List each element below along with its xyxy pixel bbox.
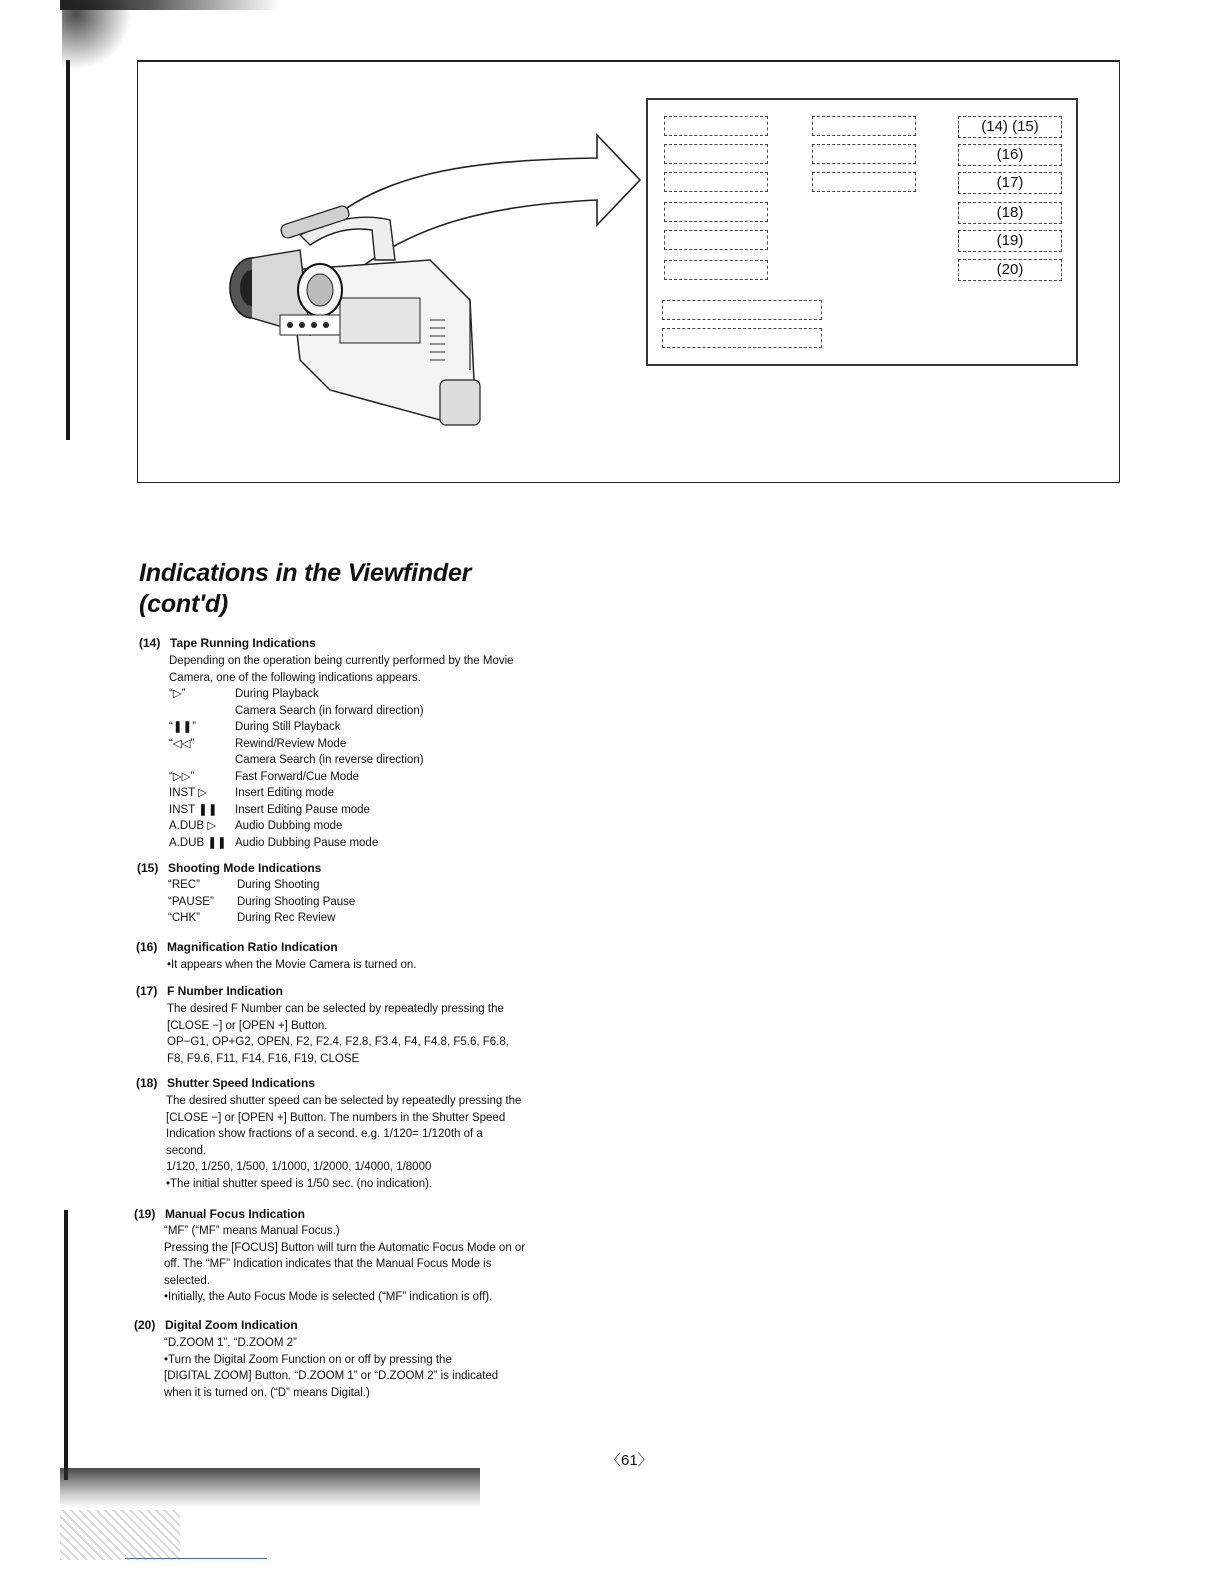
text-line: •Turn the Digital Zoom Function on or off by pressing the <box>164 1353 452 1366</box>
page-number: 〈61〉 <box>606 1452 653 1469</box>
symbol-rewind: “◁◁” <box>169 737 195 750</box>
item-number: (18) <box>136 1076 158 1090</box>
scan-noise <box>60 1510 180 1560</box>
item-18-heading <box>136 1075 315 1091</box>
item-number: (15) <box>137 861 159 875</box>
symbol-audio-dub: A.DUB ▷ <box>169 820 217 832</box>
text-line: •It appears when the Movie Camera is turned on. <box>167 959 417 971</box>
text-line: During Still Playback <box>235 721 341 733</box>
symbol-fast-forward: “▷▷” <box>169 770 195 783</box>
symbol-blank <box>169 752 227 769</box>
text-line: [CLOSE −] or [OPEN +] Button. <box>167 1019 328 1032</box>
text-line: Insert Editing Pause mode <box>235 803 370 816</box>
item-heading-text: Shooting Mode Indications <box>168 861 322 875</box>
text-line: OP−G1, OP+G2, OPEN, F2, F2.4, F2.8, F3.4, F4, F4.8, F5.6, F6.8, <box>167 1036 509 1048</box>
text-line: [CLOSE −] or [OPEN +] Button. The numbers in the Shutter Speed <box>166 1111 506 1124</box>
text-line: Audio Dubbing Pause mode <box>235 836 379 849</box>
viewfinder-display-diagram <box>646 98 1078 366</box>
text-line: selected. <box>164 1274 211 1287</box>
text-line: [DIGITAL ZOOM] Button. “D.ZOOM 1” or “D.ZOOM 2” is indicated <box>164 1370 499 1382</box>
text-line: During Playback <box>235 688 319 700</box>
item-number: (14) <box>139 636 161 650</box>
item-heading-text: Digital Zoom Indication <box>165 1318 298 1332</box>
scan-stray-line <box>125 1558 267 1559</box>
item-heading-text: Shutter Speed Indications <box>167 1076 316 1090</box>
item-14-symbols <box>169 686 227 851</box>
vf-placeholder <box>664 116 768 136</box>
symbol-insert-pause: INST ❚❚ <box>169 803 218 816</box>
vf-placeholder <box>812 172 916 192</box>
item-17-heading <box>136 983 283 999</box>
text-line: Fast Forward/Cue Mode <box>235 770 359 783</box>
symbol-chk: “CHK” <box>168 912 200 924</box>
item-14-descriptions <box>235 686 424 851</box>
title-line-2: (cont'd) <box>139 590 229 618</box>
text-line: second. <box>166 1144 207 1157</box>
text-line: During Shooting <box>237 879 320 891</box>
vf-label-20: (20) <box>996 261 1024 278</box>
pointer-arrow <box>320 135 640 285</box>
vf-label-14-15: (14) (15) <box>981 118 1039 135</box>
text-line: Pressing the [FOCUS] Button will turn the Automatic Focus Mode on or <box>164 1241 526 1254</box>
vf-placeholder <box>664 202 768 222</box>
vf-label-16: (16) <box>996 146 1024 163</box>
vf-placeholder <box>812 116 916 136</box>
symbol-audio-dub-pause: A.DUB ❚❚ <box>169 836 227 849</box>
item-15-descriptions <box>237 877 355 927</box>
item-20-body <box>164 1335 498 1401</box>
vf-placeholder <box>662 300 822 320</box>
symbol-blank <box>169 703 227 720</box>
vf-label-17: (17) <box>996 174 1024 191</box>
item-16-body <box>167 957 417 974</box>
text-line: Camera, one of the following indications appears. <box>169 671 421 684</box>
text-line: Indication show fractions of a second. e.g. 1/120= 1/120th of a <box>166 1128 483 1140</box>
camcorder-illustration <box>140 120 660 440</box>
text-line: •The initial shutter speed is 1/50 sec. (no indication). <box>166 1177 433 1190</box>
text-line: Depending on the operation being currently performed by the Movie <box>169 655 514 667</box>
item-number: (17) <box>136 984 158 998</box>
vf-placeholder <box>812 144 916 164</box>
symbol-playback: “▷” <box>169 688 186 700</box>
item-15-heading <box>137 860 321 876</box>
title-line-1: Indications in the Viewfinder <box>139 559 472 587</box>
text-line: “MF” (“MF” means Manual Focus.) <box>164 1225 340 1237</box>
text-line: The desired shutter speed can be selected by repeatedly pressing the <box>166 1095 522 1107</box>
scan-binding-edge-lower <box>64 1210 68 1480</box>
vf-placeholder <box>662 328 822 348</box>
item-17-body <box>167 1001 509 1067</box>
item-20-heading <box>134 1317 298 1333</box>
vf-placeholder <box>664 172 768 192</box>
vf-placeholder <box>664 144 768 164</box>
vf-placeholder <box>664 230 768 250</box>
text-line: Camera Search (in reverse direction) <box>235 754 424 766</box>
item-19-heading <box>134 1206 305 1222</box>
text-line: “D.ZOOM 1”, “D.ZOOM 2” <box>164 1337 297 1349</box>
text-line: off. The “MF” Indication indicates that the Manual Focus Mode is <box>164 1258 492 1270</box>
text-line: Camera Search (in forward direction) <box>235 704 424 717</box>
text-line: Insert Editing mode <box>235 787 335 799</box>
symbol-insert: INST ▷ <box>169 787 208 799</box>
item-heading-text: Tape Running Indications <box>170 636 316 650</box>
item-16-heading <box>136 939 338 955</box>
text-line: •Initially, the Auto Focus Mode is selected (“MF” indication is off). <box>164 1291 493 1303</box>
scan-binding-edge <box>66 60 70 440</box>
text-line: F8, F9.6, F11, F14, F16, F19, CLOSE <box>167 1052 360 1065</box>
item-number: (20) <box>134 1318 156 1332</box>
item-15-symbols <box>168 877 214 927</box>
text-line: The desired F Number can be selected by repeatedly pressing the <box>167 1003 504 1015</box>
vf-placeholder <box>664 260 768 280</box>
vf-label-18: (18) <box>996 204 1024 221</box>
text-line: Audio Dubbing mode <box>235 820 343 832</box>
item-heading-text: Manual Focus Indication <box>165 1207 306 1221</box>
text-line: During Shooting Pause <box>237 895 356 908</box>
text-line: when it is turned on. (“D” means Digital.) <box>164 1386 370 1399</box>
scan-corner-shadow <box>62 0 132 70</box>
item-14-intro <box>169 653 514 686</box>
text-line: During Rec Review <box>237 912 336 924</box>
text-line: 1/120, 1/250, 1/500, 1/1000, 1/2000, 1/4000, 1/8000 <box>166 1161 432 1173</box>
item-19-body <box>164 1223 525 1306</box>
section-title <box>139 558 471 620</box>
vf-label-19: (19) <box>996 232 1024 249</box>
text-line: Rewind/Review Mode <box>235 737 347 750</box>
scan-edge-bottom <box>60 1468 480 1508</box>
symbol-rec: “REC” <box>168 879 200 891</box>
symbol-pause: “PAUSE” <box>168 895 214 908</box>
item-heading-text: Magnification Ratio Indication <box>167 940 338 954</box>
item-number: (16) <box>136 940 158 954</box>
item-heading-text: F Number Indication <box>167 984 284 998</box>
symbol-still: “❚❚” <box>169 721 196 733</box>
item-14-heading <box>139 635 316 651</box>
item-number: (19) <box>134 1207 156 1221</box>
item-18-body <box>166 1093 521 1192</box>
